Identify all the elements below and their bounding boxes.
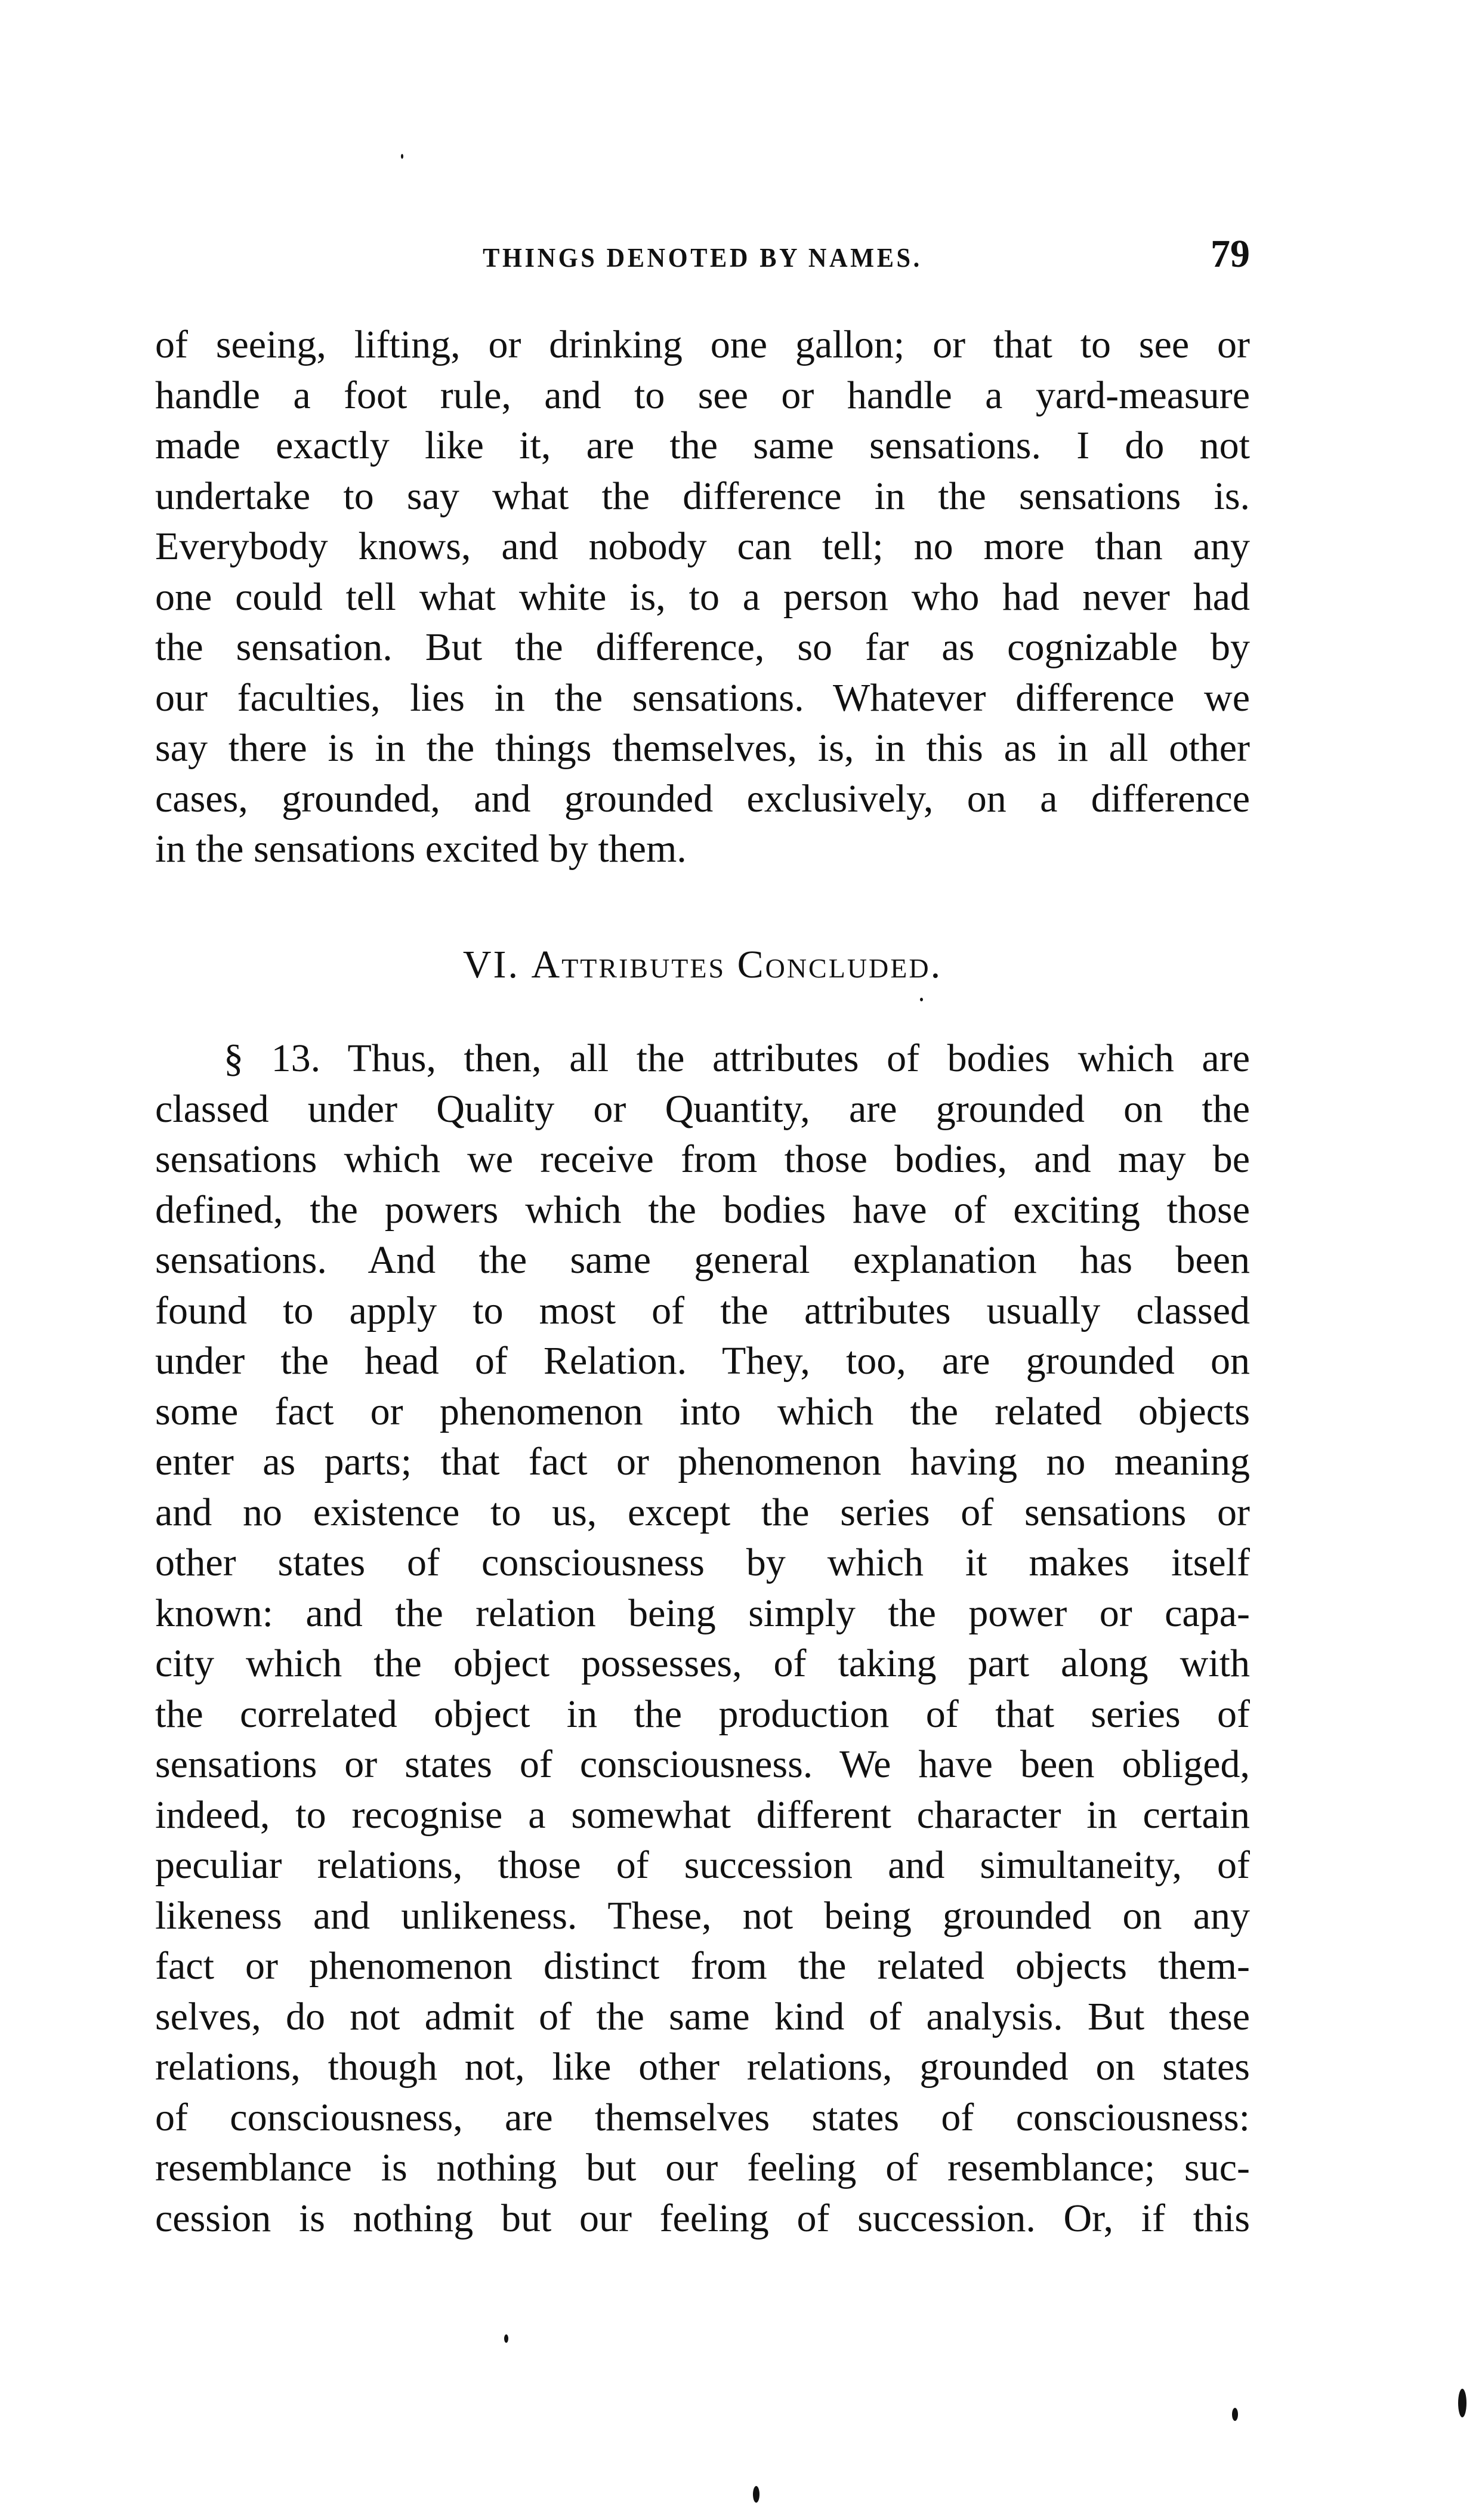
text-line: classed under Quality or Quantity, are grounded on the — [155, 1087, 1250, 1131]
text-line: sensations. And the same general explanation has been — [155, 1238, 1250, 1282]
section-13-paragraph — [155, 1034, 1250, 2244]
text-line: likeness and unlikeness. These, not being grounded on any — [155, 1893, 1250, 1938]
running-head — [155, 234, 1250, 282]
section-numeral: VI. — [462, 943, 520, 986]
scan-speck — [920, 998, 923, 1001]
text-line: defined, the powers which the bodies have of exciting those — [155, 1187, 1250, 1232]
page-number: 79 — [1211, 232, 1250, 276]
scan-speck — [753, 2486, 759, 2503]
text-line: relations, though not, like other relations, grounded on states — [155, 2045, 1250, 2089]
text-line: of consciousness, are themselves states of consciousness: — [155, 2095, 1250, 2139]
text-line: Everybody knows, and nobody can tell; no more than any — [155, 525, 1250, 568]
text-line: the sensation. But the difference, so far as cognizable by — [155, 625, 1250, 669]
text-line: fact or phenomenon distinct from the related objects them- — [155, 1944, 1250, 1988]
text-line: cases, grounded, and grounded exclusively, on a difference — [155, 776, 1250, 821]
text-line: and no existence to us, except the series of sensations or — [155, 1490, 1250, 1534]
text-line: indeed, to recognise a somewhat different character in certain — [155, 1793, 1250, 1837]
text-line: the correlated object in the production of that series of — [155, 1692, 1250, 1736]
text-line: handle a foot rule, and to see or handle a yard-measure — [155, 373, 1250, 417]
text-line: other states of consciousness by which it makes itself — [155, 1541, 1250, 1584]
text-line: say there is in the things themselves, is, in this as in all other — [155, 726, 1250, 770]
text-line: one could tell what white is, to a person who had never had — [155, 575, 1250, 619]
text-line: city which the object possesses, of taking part along with — [155, 1642, 1250, 1685]
text-line: undertake to say what the difference in the sensations is. — [155, 474, 1250, 518]
text-line: our faculties, lies in the sensations. Whatever difference we — [155, 676, 1250, 720]
text-line: resemblance is nothing but our feeling of resemblance; suc- — [155, 2146, 1250, 2189]
running-head-title: THINGS DENOTED BY NAMES. — [483, 242, 922, 273]
text-line: selves, do not admit of the same kind of analysis. But these — [155, 1994, 1250, 2038]
text-line: made exactly like it, are the same sensations. I do not — [155, 424, 1250, 467]
scan-speck — [401, 154, 403, 159]
text-line: cession is nothing but our feeling of succession. Or, if this — [155, 2196, 1250, 2240]
text-line: some fact or phenomenon into which the related objects — [155, 1389, 1250, 1433]
text-line: of seeing, lifting, or drinking one gallon; or that to see or — [155, 323, 1250, 366]
text-line: sensations which we receive from those bodies, and may be — [155, 1137, 1250, 1181]
text-line: peculiar relations, those of succession and simultaneity, of — [155, 1843, 1250, 1887]
text-line: § 13. Thus, then, all the attributes of bodies which are — [224, 1037, 1250, 1080]
text-line: in the sensations excited by them. — [155, 827, 687, 871]
scan-speck — [1458, 2389, 1466, 2417]
text-line: sensations or states of consciousness. We have been obliged, — [155, 1742, 1250, 1786]
text-line: found to apply to most of the attributes usually classed — [155, 1288, 1250, 1333]
continued-paragraph — [155, 320, 1250, 875]
text-line: known: and the relation being simply the power or capa- — [155, 1591, 1250, 1635]
text-line: under the head of Relation. They, too, are grounded on — [155, 1339, 1250, 1383]
scan-speck — [504, 2334, 508, 2343]
text-line: enter as parts; that fact or phenomenon having no meaning — [155, 1440, 1250, 1483]
scan-speck — [1232, 2408, 1238, 2421]
section-heading — [155, 938, 1250, 992]
section-title: Attributes Concluded. — [531, 943, 943, 986]
